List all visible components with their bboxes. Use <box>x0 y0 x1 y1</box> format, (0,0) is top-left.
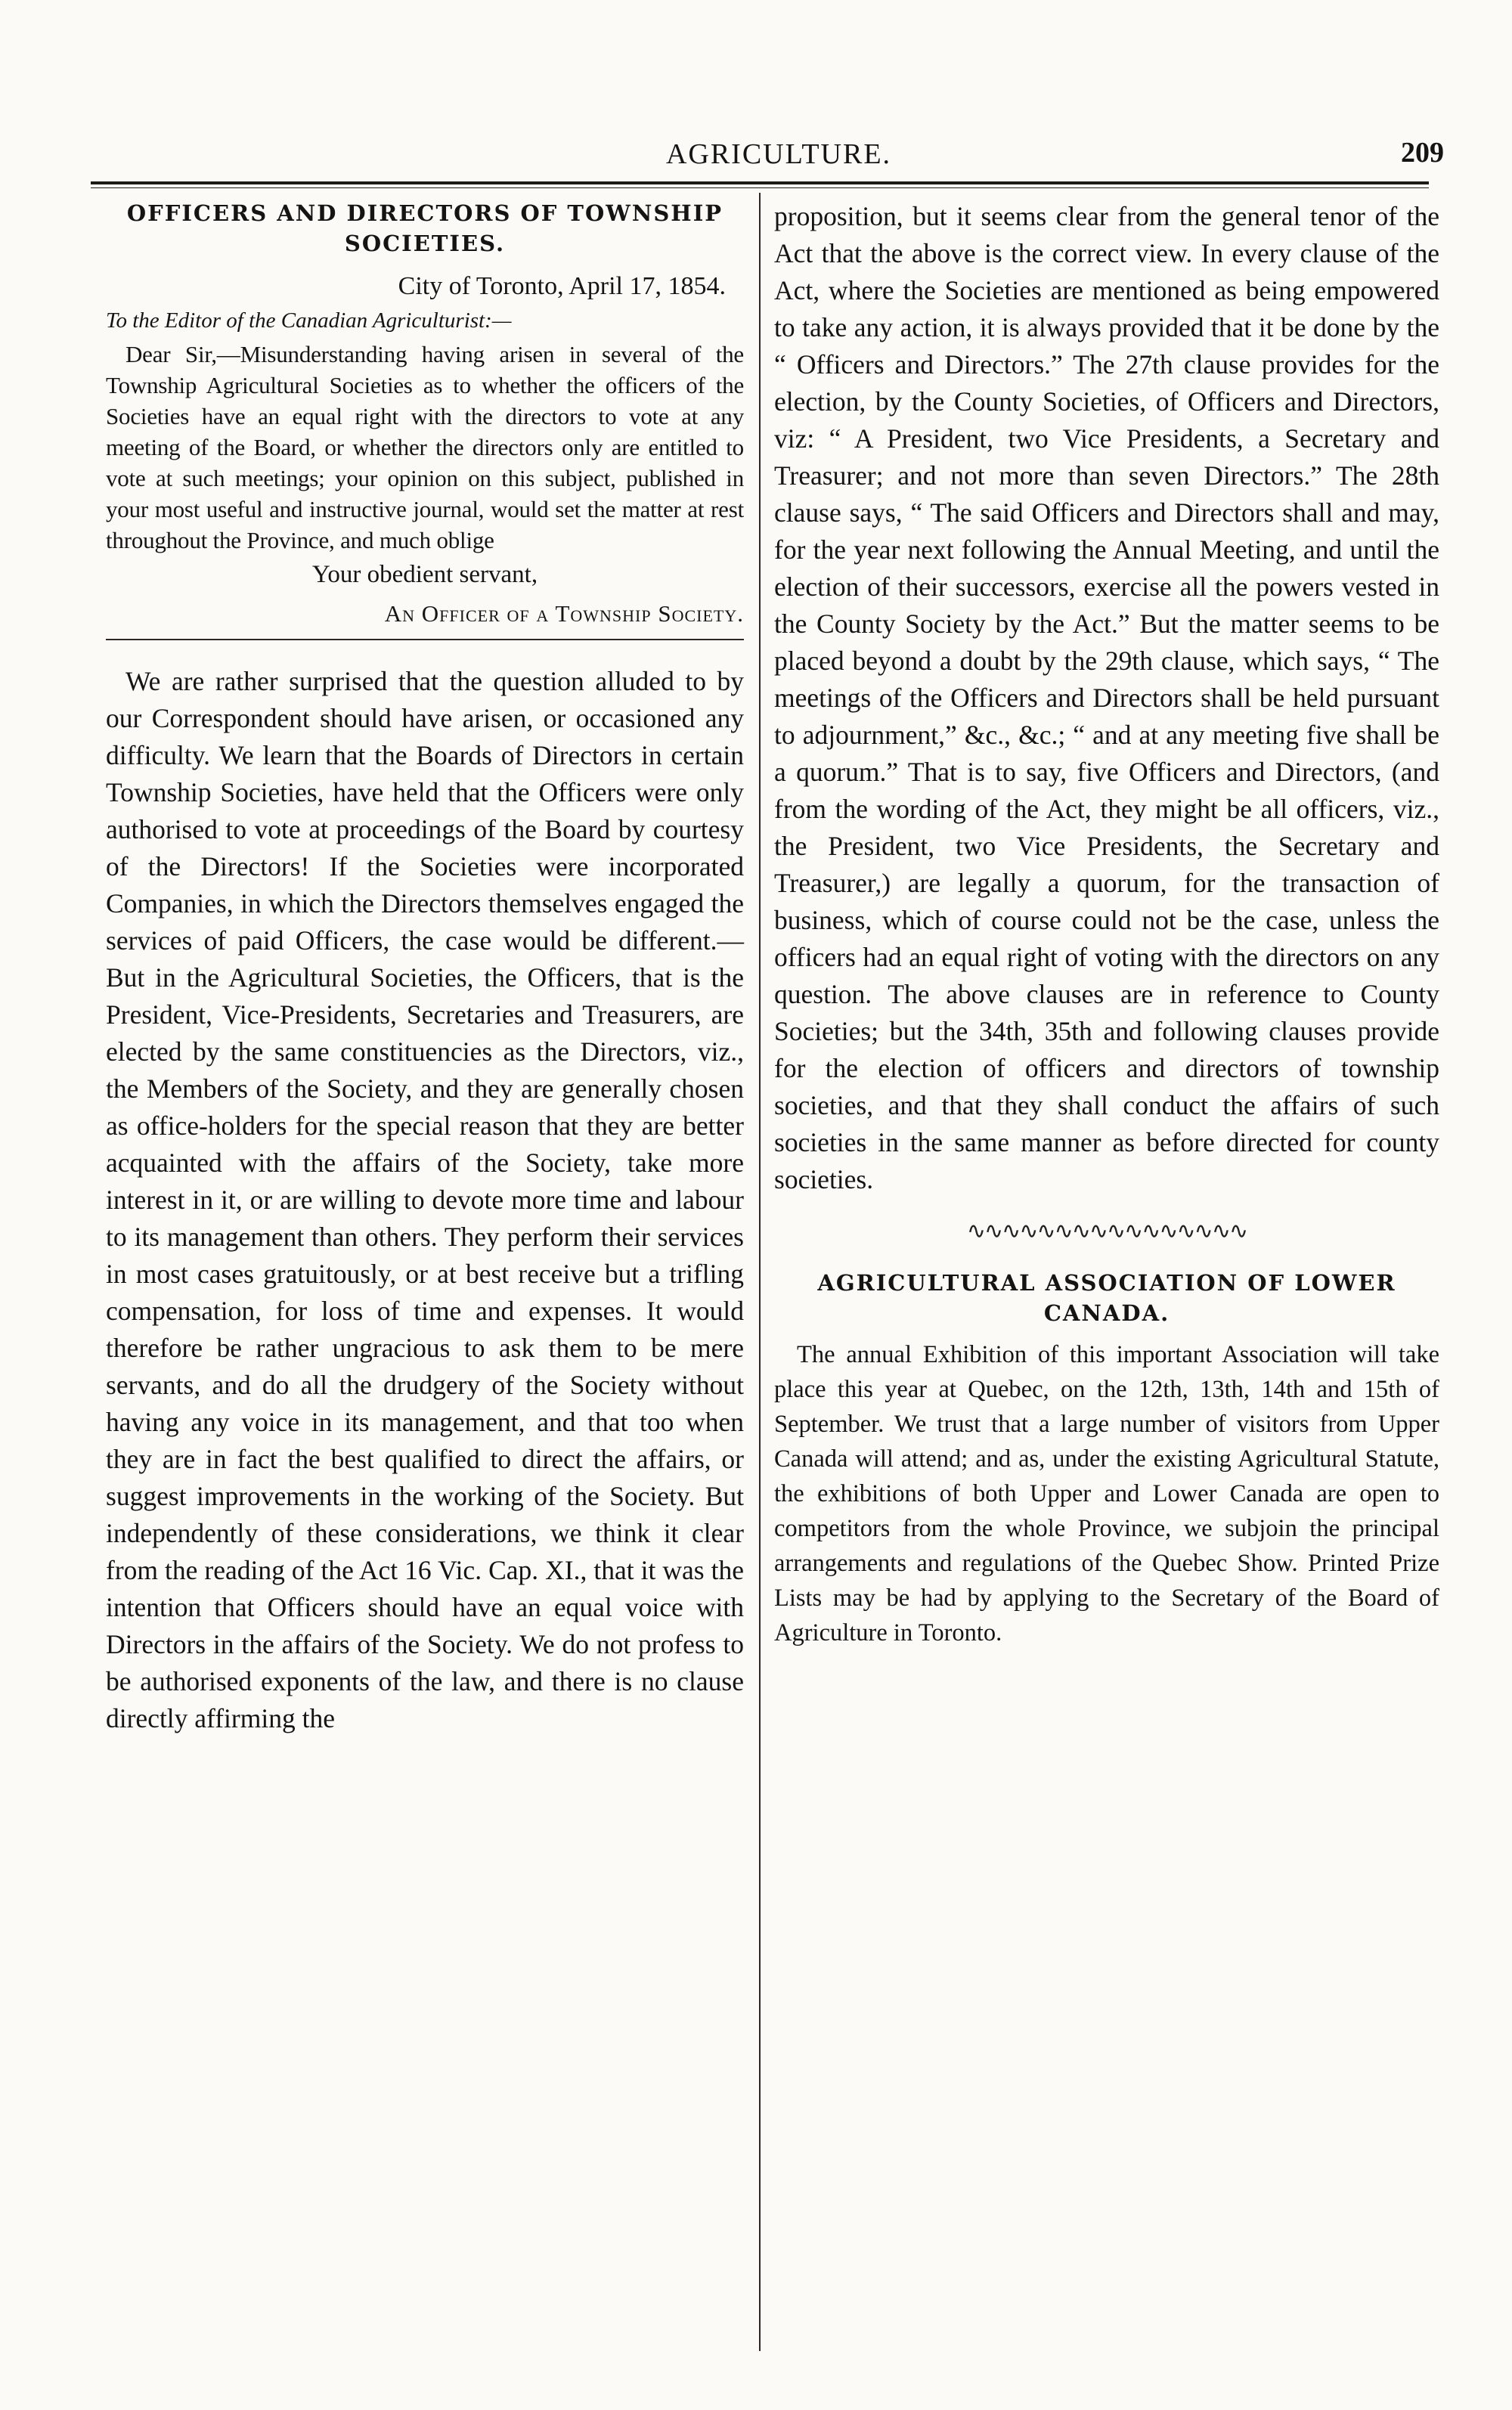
letter-end-rule <box>106 639 744 640</box>
header-rule <box>91 181 1429 184</box>
running-head <box>106 136 1452 174</box>
column-divider <box>759 193 761 2351</box>
letter-address: To the Editor of the Canadian Agriculturist:— <box>106 308 512 333</box>
header-rule-thin <box>91 187 1429 188</box>
editorial-reply-right: proposition, but it seems clear from the general tenor of the Act that the above is the correct view. In every clause of the Act, where the Societies are mentioned as being empowered to take any action, it is always provided that it be done by the “ Officers and Directors.” The 27th clause provides for the election, by the County Societies, of Officers and Directors, viz: “ A President, two Vice Presidents, a Secretary and Treasurer; and not more than seven Directors.” The 28th clause says, “ The said Officers and Directors shall and may, for the year next following the Annual Meeting, and until the election of their successors, exercise all the powers vested in the County Society by the Act.” But the matter seems to be placed beyond a doubt by the 29th clause, which says, “ The meetings of the Officers and Directors shall be held pursuant to adjournment,” &c., &c.; “ and at any meeting five shall be a quorum.” That is to say, five Officers and Directors, (and from the wording of the Act, they might be all officers, viz., the President, two Vice Presidents, the Secretary and Treasurer,) are legally a quorum, for the transaction of business, which of course could not be the case, unless the officers had an equal right of voting with the directors on any question. The above clauses are in reference to County Societies; but the 34th, 35th and following clauses provide for the election of officers and directors of township societies, and that they shall conduct the affairs of such societies in the same manner as before directed for county societies. <box>774 201 1439 1194</box>
letter-signature: An Officer of a Township Society. <box>384 600 744 627</box>
association-section-title: AGRICULTURAL ASSOCIATION OF LOWER CANADA. <box>817 1270 1396 1326</box>
page-number: 209 <box>1401 137 1444 169</box>
right-column <box>774 198 1439 1650</box>
letter-section-title: OFFICERS AND DIRECTORS OF TOWNSHIP SOCIETIES. <box>126 200 723 256</box>
editorial-reply-left: We are rather surprised that the question alluded to by our Correspondent should have arisen, or occasioned any difficulty. We learn that the Boards of Directors in certain Township Societies, have held that the Officers were only authorised to vote at proceedings of the Board by courtesy of the Directors! If the Societies were incorporated Companies, in which the Directors themselves engaged the services of paid Officers, the case would be different.— But in the Agricultural Societies, the Officers, that is the President, Vice-Presidents, Secretaries and Treasurers, are elected by the same constituencies as the Directors, viz., the Members of the Society, and they are generally chosen as office-holders for the special reason that they are better acquainted with the affairs of the Society, take more interest in it, or are willing to devote more time and labour to its management than others. They perform their services in most cases gratuitously, or at best receive but a trifling compensation, for loss of time and expenses. It would therefore be rather ungracious to ask them to be mere servants, and do all the drudgery of the Society without having any voice in its management, and that too when they are in fact the best qualified to direct the affairs, or suggest improvements in the working of the Society. But independently of these considerations, we think it clear from the reading of the Act 16 Vic. Cap. XI., that it was the intention that Officers should have an equal voice with Directors in the affairs of the Society. We do not profess to be authorised exponents of the law, and there is no clause directly affirming the <box>106 666 744 1733</box>
letter-body: Dear Sir,—Misunderstanding having arisen in several of the Township Agricultural Societies as to whether the officers of the Societies have an equal right with the directors to vote at any meeting of the Board, or whether the directors only are entitled to vote at such meetings; your opinion on this subject, published in your most useful and instructive journal, would set the matter at rest throughout the Province, and much oblige <box>106 341 744 553</box>
association-body: The annual Exhibition of this important Association will take place this year at Quebec, on the 12th, 13th, 14th and 15th of September. We trust that a large number of visitors from Upper Canada will attend; and as, under the existing Agricultural Statute, the exhibitions of both Upper and Lower Canada are open to competitors from the whole Province, we subjoin the principal arrangements and regulations of the Quebec Show. Printed Prize Lists may be had by applying to the Secretary of the Board of Agriculture in Toronto. <box>774 1341 1439 1646</box>
left-column <box>106 198 744 1737</box>
letter-dateline: City of Toronto, April 17, 1854. <box>398 272 726 300</box>
running-title: AGRICULTURE. <box>665 138 892 170</box>
section-ornament: ∿∿∿∿∿∿∿∿∿∿∿∿∿∿∿∿ <box>966 1219 1247 1244</box>
letter-closing: Your obedient servant, <box>311 561 538 588</box>
